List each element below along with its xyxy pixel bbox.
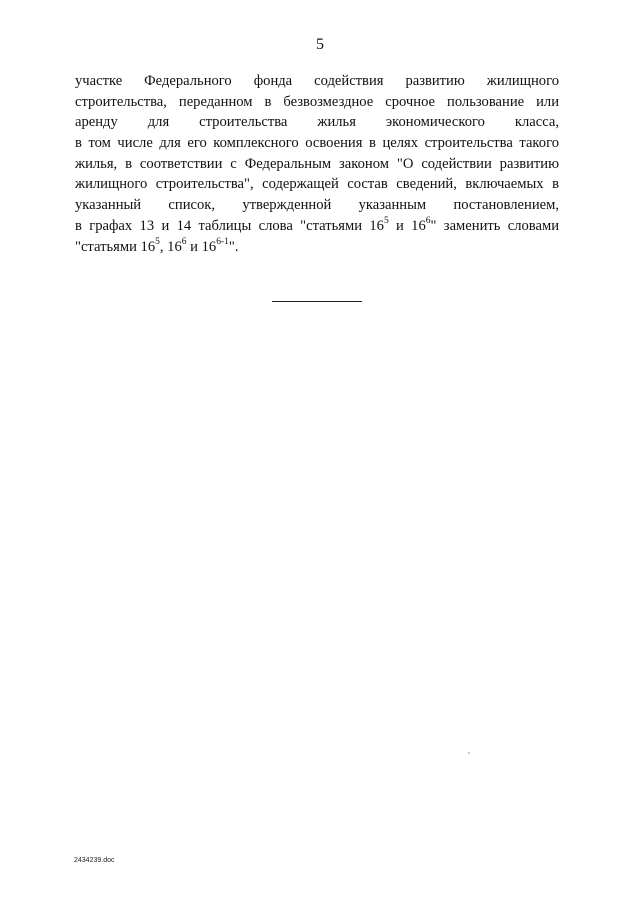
scan-dot-mark [468,752,470,754]
line9-part-3: и 16 [186,238,217,255]
line9-part-1: "статьями 16 [75,238,156,255]
line9-part-2: , 16 [159,238,182,255]
text-line-6: жилищного строительства", содержащей состав сведений, включаемых в [75,176,559,193]
superscript-6: 6 [181,236,187,247]
body-paragraph [75,71,559,257]
footer-filename: 2434239.doc [74,857,115,864]
text-line-9 [75,237,559,258]
page-number: 5 [316,36,324,53]
line8-text-mid: и 16 [388,217,426,234]
text-line-1: участке Федерального фонда содействия развитию жилищного [75,73,559,89]
superscript-6: 6 [425,215,431,226]
text-line-4: в том числе для его комплексного освоения в целях строительства такого [75,135,559,152]
end-divider-line [272,301,362,302]
text-line-7: указанный список, утвержденной указанным постановлением, [75,197,559,214]
text-line-2: строительства, переданном в безвозмездное срочное пользование или [75,93,559,110]
text-line-5: жилья, в соответствии с Федеральным законом "О содействии развитию [75,155,559,172]
text-line-3: аренду для строительства жилья экономического класса, [75,114,559,131]
superscript-6-1: 6-1 [216,236,229,247]
line8-text-after: " заменить словами [430,217,560,234]
line9-part-4: ". [228,238,239,255]
line8-text-before: в графах 13 и 14 таблицы слова "статьями 16 [75,217,384,234]
superscript-5: 5 [155,236,160,247]
superscript-5: 5 [383,215,389,226]
text-line-8 [75,216,559,237]
